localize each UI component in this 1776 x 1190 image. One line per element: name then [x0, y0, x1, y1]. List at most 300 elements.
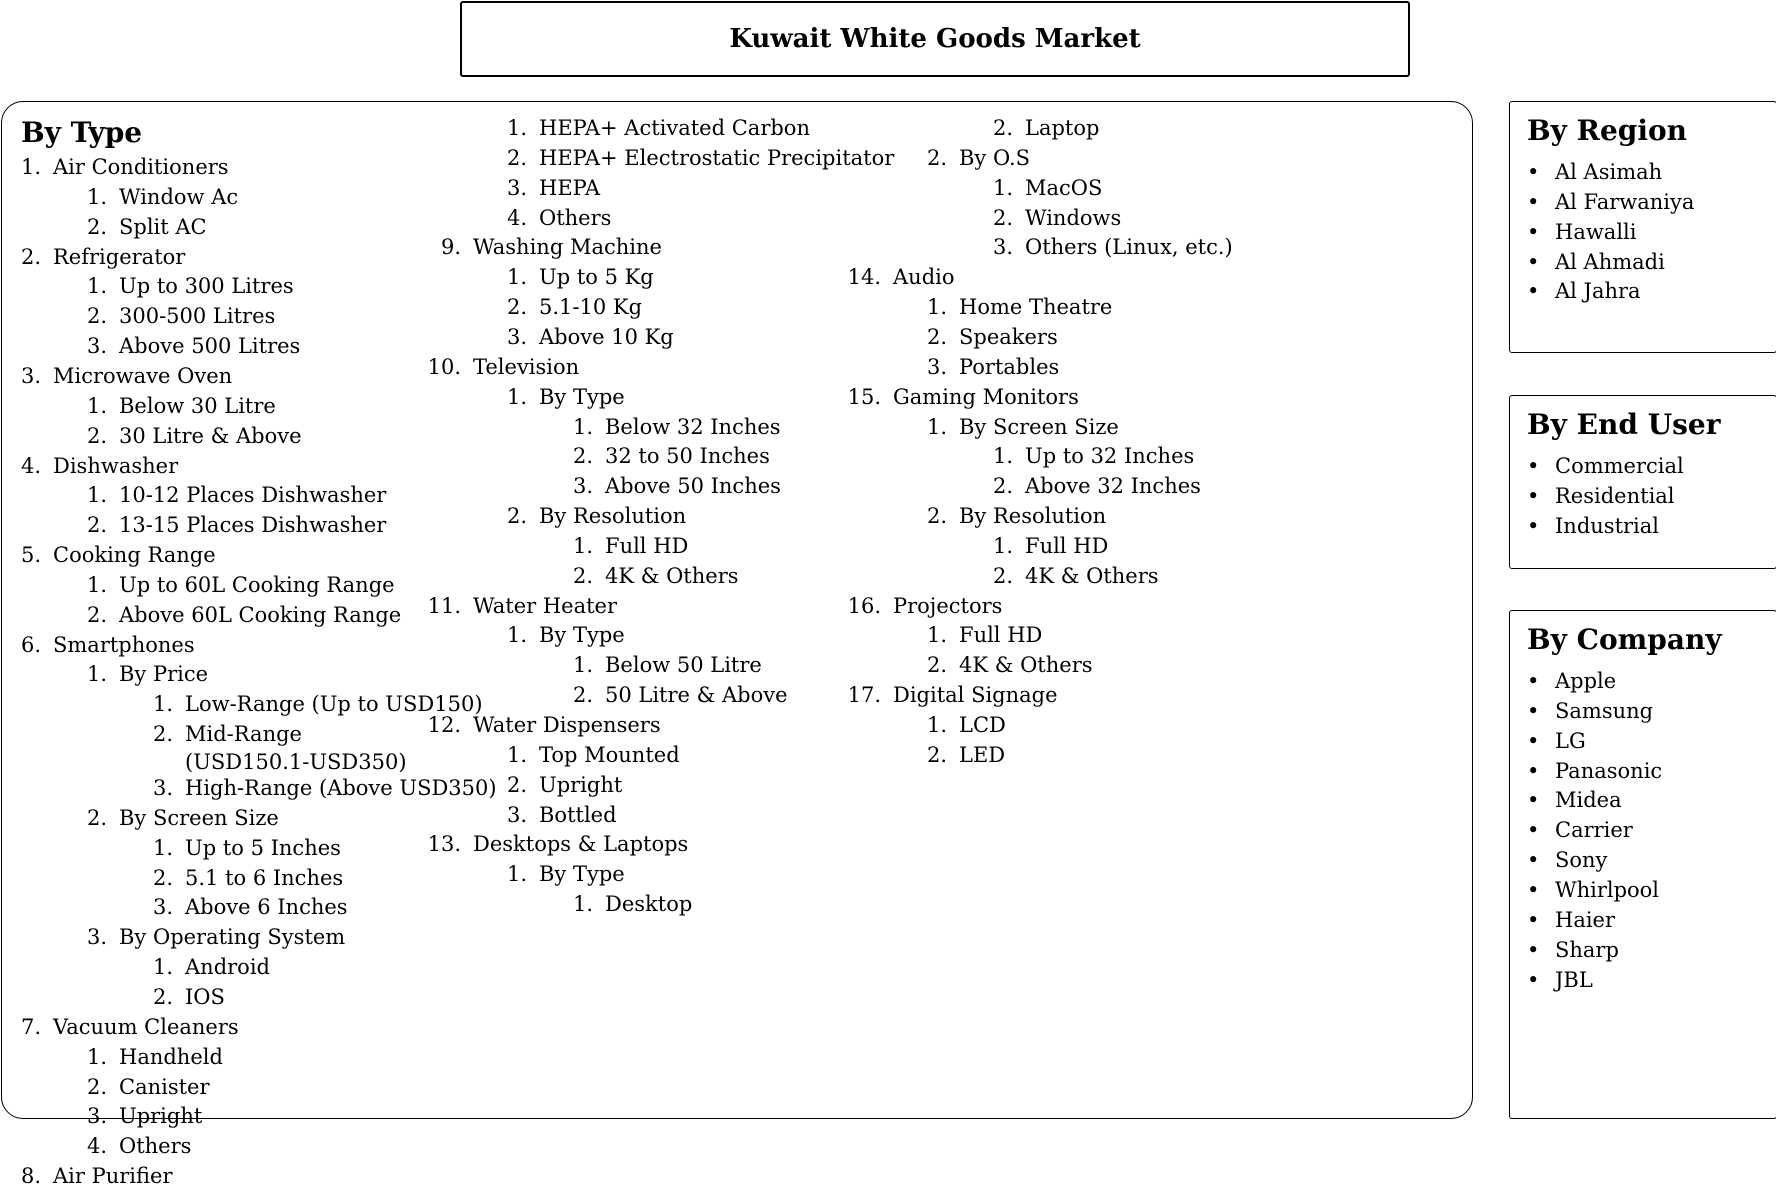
list-item	[1527, 876, 1659, 904]
item-number: 4.	[86, 1134, 107, 1159]
tree-item	[506, 771, 623, 799]
tree-item	[506, 860, 625, 888]
item-number: 2.	[86, 513, 107, 538]
list-item	[1527, 786, 1622, 814]
tree-item	[926, 353, 1060, 381]
tree-item	[152, 983, 225, 1011]
item-number: 5.	[20, 543, 41, 568]
item-number: 1.	[152, 835, 173, 860]
tree-item	[86, 660, 209, 688]
item-label: By Price	[119, 662, 209, 687]
by-company-heading: By Company	[1527, 623, 1722, 656]
item-number: 3.	[506, 175, 527, 200]
tree-item	[506, 204, 612, 232]
item-label: Television	[473, 354, 580, 379]
item-label: IOS	[185, 984, 225, 1009]
item-label: By O.S	[959, 145, 1031, 170]
tree-item	[572, 681, 788, 709]
tree-item	[427, 353, 580, 381]
list-item-label: Apple	[1555, 669, 1617, 693]
item-label: Smartphones	[53, 632, 195, 657]
tree-item	[847, 592, 1003, 620]
list-item-label: Commercial	[1555, 454, 1684, 478]
item-number: 2.	[506, 295, 527, 320]
tree-item	[926, 293, 1113, 321]
tree-item	[86, 1073, 210, 1101]
item-number: 3.	[506, 324, 527, 349]
bullet-icon: •	[1527, 454, 1540, 478]
item-number: 3.	[926, 354, 947, 379]
item-label: Digital Signage	[893, 683, 1058, 708]
list-item	[1527, 966, 1593, 994]
item-number: 1.	[572, 653, 593, 678]
tree-item	[992, 233, 1233, 261]
item-label: Desktops & Laptops	[473, 832, 689, 857]
item-number: 13.	[427, 832, 461, 857]
item-number: 2.	[86, 214, 107, 239]
item-label: Others (Linux, etc.)	[1025, 235, 1233, 260]
tree-item	[506, 741, 680, 769]
item-label: Up to 5 Kg	[539, 265, 654, 290]
tree-item	[440, 233, 662, 261]
item-label: Speakers	[959, 324, 1058, 349]
tree-item	[152, 953, 270, 981]
item-label: HEPA+ Electrostatic Precipitator	[539, 145, 895, 170]
tree-item	[572, 442, 770, 470]
bullet-icon: •	[1527, 219, 1540, 244]
item-label: Handheld	[119, 1044, 223, 1069]
item-number: 4.	[20, 453, 41, 478]
list-item-label: Industrial	[1555, 513, 1659, 538]
bullet-icon: •	[1527, 877, 1540, 902]
item-number: 2.	[506, 772, 527, 797]
item-label: 4K & Others	[1025, 563, 1159, 588]
bullet-icon: •	[1527, 848, 1540, 873]
item-label: Full HD	[959, 623, 1043, 648]
item-label: Others	[539, 205, 612, 230]
item-number: 1.	[506, 862, 527, 887]
item-number: 2.	[572, 683, 593, 708]
item-label: Up to 300 Litres	[119, 274, 294, 299]
item-number: 1.	[86, 393, 107, 418]
item-label: 32 to 50 Inches	[605, 444, 770, 469]
item-number: 1.	[506, 742, 527, 767]
item-label: Full HD	[605, 533, 689, 558]
item-number: 2.	[86, 304, 107, 329]
item-number: 6.	[20, 632, 41, 657]
by-end-user-panel	[1509, 395, 1776, 569]
tree-item	[427, 592, 618, 620]
list-item	[1527, 936, 1619, 964]
item-label: Above 32 Inches	[1025, 474, 1201, 499]
list-item	[1527, 188, 1694, 216]
tree-item	[572, 562, 739, 590]
tree-item	[847, 681, 1058, 709]
tree-item	[506, 174, 601, 202]
item-number: 1.	[992, 175, 1013, 200]
by-region-heading: By Region	[1527, 114, 1688, 147]
item-number: 3.	[86, 334, 107, 359]
tree-item	[86, 1102, 203, 1130]
bullet-icon: •	[1527, 513, 1540, 538]
tree-item	[992, 562, 1159, 590]
by-type-heading: By Type	[21, 116, 143, 149]
tree-item	[926, 144, 1031, 172]
item-label: Laptop	[1025, 116, 1100, 140]
tree-item	[152, 774, 497, 802]
by-type-panel	[1, 101, 1473, 1189]
list-item-label: Midea	[1555, 788, 1622, 813]
item-label: Top Mounted	[539, 742, 680, 767]
tree-item	[992, 442, 1195, 470]
item-number: 1.	[572, 533, 593, 558]
item-label: 50 Litre & Above	[605, 683, 788, 708]
item-label: Above 50 Inches	[605, 474, 781, 499]
list-item-label: LG	[1555, 728, 1586, 753]
item-label: 300-500 Litres	[119, 304, 276, 329]
list-item	[1527, 512, 1659, 540]
tree-item	[506, 323, 674, 351]
list-item	[1527, 757, 1662, 785]
tree-item	[86, 1132, 192, 1160]
tree-item	[506, 144, 895, 172]
list-item-label: Haier	[1555, 907, 1616, 932]
tree-item	[992, 532, 1109, 560]
item-number: 2.	[20, 244, 41, 269]
tree-item	[86, 332, 301, 360]
list-item-label: JBL	[1555, 967, 1593, 992]
item-number: 1.	[86, 184, 107, 209]
by-company-panel	[1509, 610, 1776, 1119]
item-label: 5.1 to 6 Inches	[185, 865, 344, 890]
item-label: Refrigerator	[53, 244, 186, 269]
item-label: 13-15 Places Dishwasher	[119, 513, 387, 538]
item-number: 4.	[506, 205, 527, 230]
bullet-icon: •	[1527, 758, 1540, 783]
list-item-label: Sony	[1555, 848, 1608, 873]
tree-item	[86, 422, 302, 450]
tree-item	[992, 114, 1100, 142]
item-number: 2.	[152, 722, 173, 747]
item-number: 2.	[992, 474, 1013, 499]
item-number: 1.	[20, 155, 41, 179]
item-label: By Type	[539, 862, 625, 887]
list-item-label: Hawalli	[1555, 219, 1637, 244]
item-label: Mid-Range (USD150.1-USD350)	[185, 722, 407, 775]
item-label: Up to 5 Inches	[185, 835, 341, 860]
item-number: 2.	[572, 563, 593, 588]
tree-item	[926, 651, 1093, 679]
tree-item	[86, 302, 276, 330]
tree-item	[152, 893, 348, 921]
tree-item	[992, 472, 1201, 500]
item-label: Others	[119, 1134, 192, 1159]
item-number: 1.	[572, 414, 593, 439]
tree-item	[926, 711, 1006, 739]
item-label: Split AC	[119, 214, 207, 239]
list-item-label: Al Jahra	[1555, 279, 1641, 304]
item-number: 9.	[440, 235, 461, 260]
item-number: 3.	[506, 802, 527, 827]
item-label: Water Heater	[473, 593, 618, 618]
item-label: Upright	[539, 772, 623, 797]
item-number: 1.	[992, 533, 1013, 558]
tree-item	[86, 183, 239, 211]
item-label: By Screen Size	[959, 414, 1119, 439]
by-end-user-heading: By End User	[1527, 408, 1721, 441]
tree-item	[847, 383, 1079, 411]
item-number: 1.	[152, 692, 173, 717]
item-label: MacOS	[1025, 175, 1103, 200]
tree-item	[20, 243, 186, 271]
item-label: By Resolution	[539, 504, 687, 529]
list-item-label: Panasonic	[1555, 758, 1663, 783]
tree-item	[506, 114, 810, 142]
list-item	[1527, 158, 1662, 186]
tree-item	[86, 511, 387, 539]
item-label: Cooking Range	[53, 543, 216, 568]
list-item-label: Al Ahmadi	[1555, 249, 1665, 274]
item-label: Windows	[1025, 205, 1122, 230]
item-label: Air Conditioners	[53, 155, 229, 179]
tree-item	[20, 1162, 173, 1190]
tree-item	[926, 413, 1119, 441]
item-label: Up to 60L Cooking Range	[119, 572, 395, 597]
tree-item	[86, 601, 402, 629]
item-number: 2.	[152, 984, 173, 1009]
bullet-icon: •	[1527, 483, 1540, 508]
item-label: Above 500 Litres	[119, 334, 301, 359]
tree-item	[152, 834, 341, 862]
tree-item	[86, 213, 207, 241]
item-label: HEPA	[539, 175, 601, 200]
tree-item	[86, 272, 294, 300]
list-item-label: Samsung	[1555, 698, 1654, 723]
tree-item	[506, 293, 643, 321]
item-label: Audio	[893, 265, 955, 290]
item-number: 1.	[86, 1044, 107, 1069]
list-item	[1527, 452, 1684, 480]
item-label: Window Ac	[119, 184, 239, 209]
item-number: 1.	[506, 384, 527, 409]
diagram-title: Kuwait White Goods Market	[460, 1, 1410, 77]
item-label: By Type	[539, 623, 625, 648]
item-label: 10-12 Places Dishwasher	[119, 483, 387, 508]
item-label: By Screen Size	[119, 805, 279, 830]
bullet-icon: •	[1527, 937, 1540, 962]
item-label: Above 6 Inches	[185, 895, 348, 920]
list-item	[1527, 906, 1615, 934]
tree-item	[506, 621, 625, 649]
item-number: 2.	[992, 563, 1013, 588]
bullet-icon: •	[1527, 728, 1540, 753]
item-number: 1.	[926, 713, 947, 737]
item-number: 2.	[926, 504, 947, 529]
item-label: Android	[185, 955, 270, 980]
item-number: 16.	[847, 593, 881, 618]
item-label: 30 Litre & Above	[119, 423, 302, 448]
tree-item	[86, 923, 346, 951]
tree-item	[86, 481, 387, 509]
item-label: HEPA+ Activated Carbon	[539, 116, 810, 140]
tree-item	[572, 532, 689, 560]
item-number: 2.	[86, 423, 107, 448]
item-label: By Operating System	[119, 925, 346, 950]
item-number: 15.	[847, 384, 881, 409]
item-number: 17.	[847, 683, 881, 708]
item-label: By Type	[539, 384, 625, 409]
item-label: Low-Range (Up to USD150)	[185, 692, 483, 717]
list-item	[1527, 482, 1675, 510]
item-number: 7.	[20, 1014, 41, 1039]
tree-item	[20, 452, 179, 480]
item-number: 2.	[926, 653, 947, 678]
list-item-label: Sharp	[1555, 937, 1619, 962]
item-number: 1.	[926, 414, 947, 439]
tree-item	[152, 720, 415, 776]
item-number: 1.	[86, 274, 107, 299]
tree-item	[86, 571, 395, 599]
tree-item	[152, 864, 344, 892]
item-number: 1.	[506, 116, 527, 140]
item-number: 2.	[926, 324, 947, 349]
tree-item	[506, 502, 687, 530]
bullet-icon: •	[1527, 189, 1540, 214]
list-item	[1527, 727, 1586, 755]
bullet-icon: •	[1527, 698, 1540, 723]
item-label: 4K & Others	[959, 653, 1093, 678]
item-label: LED	[959, 742, 1006, 767]
list-item	[1527, 277, 1641, 305]
item-number: 2.	[506, 145, 527, 170]
item-label: Home Theatre	[959, 295, 1113, 320]
item-number: 1.	[926, 623, 947, 648]
item-label: Portables	[959, 354, 1060, 379]
bullet-icon: •	[1527, 279, 1540, 304]
item-label: 5.1-10 Kg	[539, 295, 643, 320]
tree-item	[506, 801, 617, 829]
item-label: Dishwasher	[53, 453, 179, 478]
item-label: Washing Machine	[473, 235, 662, 260]
item-number: 2.	[506, 504, 527, 529]
tree-item	[926, 323, 1058, 351]
list-item	[1527, 697, 1653, 725]
item-number: 12.	[427, 713, 461, 737]
list-item	[1527, 248, 1665, 276]
item-number: 1.	[926, 295, 947, 320]
list-item	[1527, 218, 1636, 246]
item-number: 1.	[506, 623, 527, 648]
item-number: 2.	[86, 805, 107, 830]
item-number: 3.	[992, 235, 1013, 260]
list-item-label: Residential	[1555, 483, 1675, 508]
item-number: 2.	[926, 742, 947, 767]
item-label: Bottled	[539, 802, 617, 827]
list-item	[1527, 667, 1616, 695]
tree-item	[926, 621, 1043, 649]
tree-item	[506, 383, 625, 411]
list-item-label: Carrier	[1555, 818, 1633, 843]
item-label: 4K & Others	[605, 563, 739, 588]
tree-item	[86, 1043, 223, 1071]
list-item-label: Whirlpool	[1555, 877, 1660, 902]
list-item	[1527, 846, 1607, 874]
item-number: 10.	[427, 354, 461, 379]
tree-item	[572, 413, 781, 441]
item-number: 1.	[506, 265, 527, 290]
bullet-icon: •	[1527, 669, 1540, 693]
item-label: Water Dispensers	[473, 713, 661, 737]
list-item	[1527, 816, 1633, 844]
list-item-label: Al Farwaniya	[1555, 189, 1695, 214]
item-label: Air Purifier	[53, 1164, 173, 1189]
tree-item	[847, 263, 955, 291]
item-number: 3.	[572, 474, 593, 499]
item-number: 14.	[847, 265, 881, 290]
tree-item	[506, 263, 654, 291]
tree-item	[20, 362, 233, 390]
item-number: 3.	[20, 363, 41, 388]
item-label: Up to 32 Inches	[1025, 444, 1195, 469]
tree-item	[86, 804, 279, 832]
tree-item	[20, 153, 229, 181]
item-number: 2.	[152, 865, 173, 890]
item-number: 1.	[572, 892, 593, 917]
tree-item	[86, 392, 276, 420]
item-number: 2.	[86, 1074, 107, 1099]
item-number: 3.	[152, 895, 173, 920]
bullet-icon: •	[1527, 160, 1540, 184]
tree-item	[20, 631, 195, 659]
item-label: Below 32 Inches	[605, 414, 781, 439]
tree-item	[427, 830, 689, 858]
item-number: 1.	[86, 572, 107, 597]
item-label: Below 30 Litre	[119, 393, 276, 418]
item-label: Below 50 Litre	[605, 653, 762, 678]
tree-item	[427, 711, 661, 739]
bullet-icon: •	[1527, 967, 1540, 992]
item-number: 2.	[992, 205, 1013, 230]
bullet-icon: •	[1527, 907, 1540, 932]
tree-item	[926, 502, 1107, 530]
item-number: 2.	[926, 145, 947, 170]
item-label: Upright	[119, 1104, 203, 1129]
bullet-icon: •	[1527, 788, 1540, 813]
item-number: 2.	[992, 116, 1013, 140]
item-label: Above 60L Cooking Range	[119, 602, 402, 627]
tree-item	[20, 1013, 239, 1041]
item-number: 1.	[86, 483, 107, 508]
item-number: 11.	[427, 593, 461, 618]
item-number: 1.	[152, 955, 173, 980]
bullet-icon: •	[1527, 249, 1540, 274]
item-number: 2.	[572, 444, 593, 469]
item-label: Vacuum Cleaners	[53, 1014, 239, 1039]
item-label: Full HD	[1025, 533, 1109, 558]
list-item-label: Al Asimah	[1555, 160, 1663, 184]
item-label: LCD	[959, 713, 1006, 737]
item-label: Canister	[119, 1074, 210, 1099]
item-label: Microwave Oven	[53, 363, 233, 388]
tree-item	[572, 651, 762, 679]
item-number: 3.	[152, 776, 173, 800]
bullet-icon: •	[1527, 818, 1540, 843]
item-number: 2.	[86, 602, 107, 627]
item-label: Gaming Monitors	[893, 384, 1079, 409]
item-number: 3.	[86, 1104, 107, 1129]
item-number: 1.	[86, 662, 107, 687]
tree-item	[992, 174, 1103, 202]
